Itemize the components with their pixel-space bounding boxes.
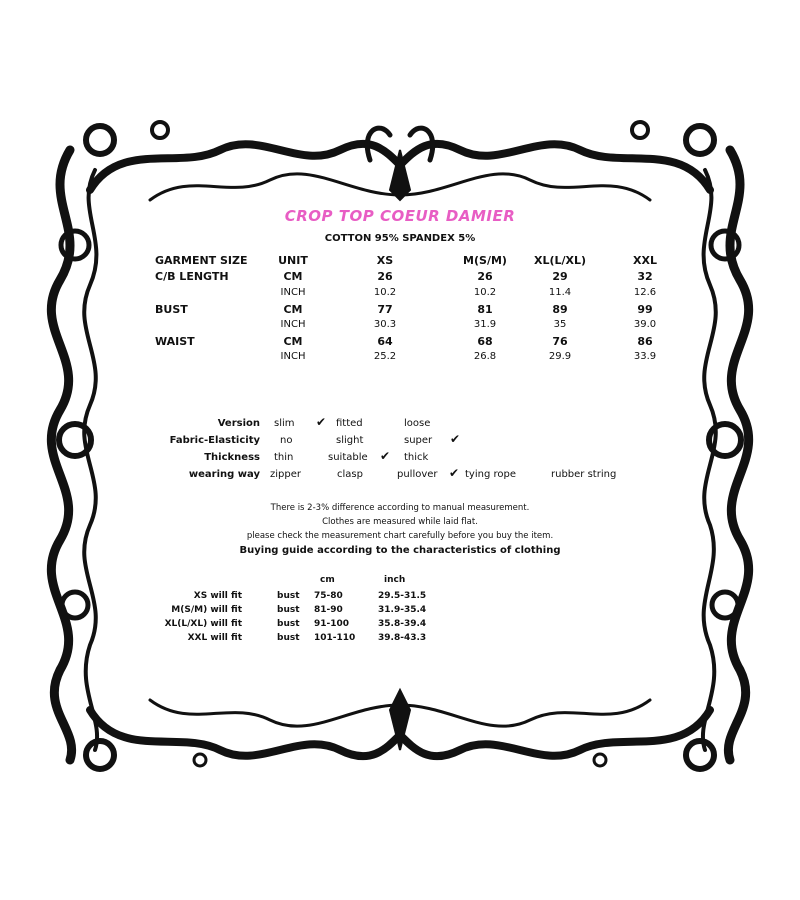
option-fitted: fitted (336, 418, 363, 429)
option-thin: thin (274, 452, 294, 463)
cell-value: 25.2 (373, 351, 397, 362)
guide-cm: 91-100 (314, 619, 350, 629)
cell-value: 32 (637, 270, 653, 283)
guide-size: XXL will fit (187, 633, 242, 643)
cell-value: 68 (477, 335, 493, 348)
checkmark-icon: ✔ (316, 415, 327, 429)
header-m: M(S/M) (463, 254, 507, 267)
cell-unit-cm: CM (283, 270, 303, 283)
cell-value: 29.9 (548, 351, 572, 362)
cell-value: 99 (637, 303, 653, 316)
row-label-bust: BUST (155, 303, 188, 316)
guide-size: M(S/M) will fit (171, 605, 242, 615)
cell-unit-inch: INCH (280, 351, 306, 362)
option-rubber-string: rubber string (551, 469, 617, 480)
note-laid-flat: Clothes are measured while laid flat. (322, 517, 478, 527)
checkmark-icon: ✔ (380, 449, 391, 463)
cell-unit-cm: CM (283, 335, 303, 348)
buying-guide-title: Buying guide according to the characteristics of clothing (239, 545, 561, 556)
option-pullover: pullover (397, 469, 438, 480)
cell-value: 64 (377, 335, 393, 348)
fabric-composition: COTTON 95% SPANDEX 5% (324, 233, 476, 244)
char-label-version: Version (217, 418, 260, 429)
header-xl: XL(L/XL) (533, 254, 587, 267)
note-check-chart: please check the measurement chart carefully before you buy the item. (246, 531, 554, 541)
left-border-ornament (51, 150, 97, 760)
cell-unit-cm: CM (283, 303, 303, 316)
row-label-waist: WAIST (155, 335, 195, 348)
guide-size: XL(L/XL) will fit (164, 619, 242, 629)
option-thick: thick (404, 452, 429, 463)
guide-part: bust (277, 619, 300, 629)
char-label-wearing-way: wearing way (188, 469, 260, 480)
guide-part: bust (277, 605, 300, 615)
cell-unit-inch: INCH (280, 287, 306, 298)
guide-inch: 35.8-39.4 (378, 619, 427, 629)
header-garment-size: GARMENT SIZE (155, 254, 248, 267)
cell-value: 35 (553, 319, 567, 330)
cell-value: 86 (637, 335, 653, 348)
bottom-border-ornament (86, 690, 714, 769)
option-tying-rope: tying rope (465, 469, 516, 480)
cell-value: 76 (552, 335, 568, 348)
char-label-thickness: Thickness (204, 452, 260, 463)
cell-value: 10.2 (373, 287, 397, 298)
guide-part: bust (277, 633, 300, 643)
cell-value: 10.2 (473, 287, 497, 298)
guide-inch: 31.9-35.4 (378, 605, 427, 615)
checkmark-icon: ✔ (450, 432, 461, 446)
cell-value: 30.3 (373, 319, 397, 330)
cell-value: 26 (377, 270, 393, 283)
product-title (250, 207, 550, 225)
option-slight: slight (336, 435, 364, 446)
option-clasp: clasp (337, 469, 363, 480)
guide-inch: 29.5-31.5 (378, 591, 427, 601)
header-unit: UNIT (278, 254, 308, 267)
cell-value: 11.4 (548, 287, 572, 298)
option-no: no (280, 435, 293, 446)
product-title-text: CROP TOP COEUR DAMIER (284, 207, 516, 225)
guide-cm: 81-90 (314, 605, 343, 615)
checkmark-icon: ✔ (449, 466, 460, 480)
cell-value: 33.9 (633, 351, 657, 362)
option-loose: loose (404, 418, 431, 429)
guide-cm: 101-110 (314, 633, 356, 643)
note-measurement-difference: There is 2-3% difference according to manual measurement. (270, 503, 530, 513)
option-zipper: zipper (270, 469, 301, 480)
guide-size: XS will fit (193, 591, 242, 601)
header-xxl: XXL (633, 254, 657, 267)
cell-value: 89 (552, 303, 568, 316)
cell-value: 29 (552, 270, 568, 283)
cell-unit-inch: INCH (280, 319, 306, 330)
cell-value: 81 (477, 303, 493, 316)
cell-value: 26 (477, 270, 493, 283)
option-slim: slim (274, 418, 295, 429)
cell-value: 26.8 (473, 351, 497, 362)
right-border-ornament (703, 150, 749, 760)
guide-col-inch: inch (384, 575, 406, 585)
cell-value: 77 (377, 303, 393, 316)
top-border-ornament (86, 122, 714, 200)
header-xs: XS (376, 254, 394, 267)
cell-value: 39.0 (633, 319, 657, 330)
guide-col-cm: cm (320, 575, 335, 585)
char-label-fabric-elasticity: Fabric-Elasticity (169, 435, 260, 446)
cell-value: 31.9 (473, 319, 497, 330)
guide-cm: 75-80 (314, 591, 343, 601)
option-suitable: suitable (328, 452, 368, 463)
row-label-cb-length: C/B LENGTH (155, 270, 229, 283)
guide-part: bust (277, 591, 300, 601)
option-super: super (404, 435, 433, 446)
cell-value: 12.6 (633, 287, 657, 298)
guide-inch: 39.8-43.3 (378, 633, 427, 643)
